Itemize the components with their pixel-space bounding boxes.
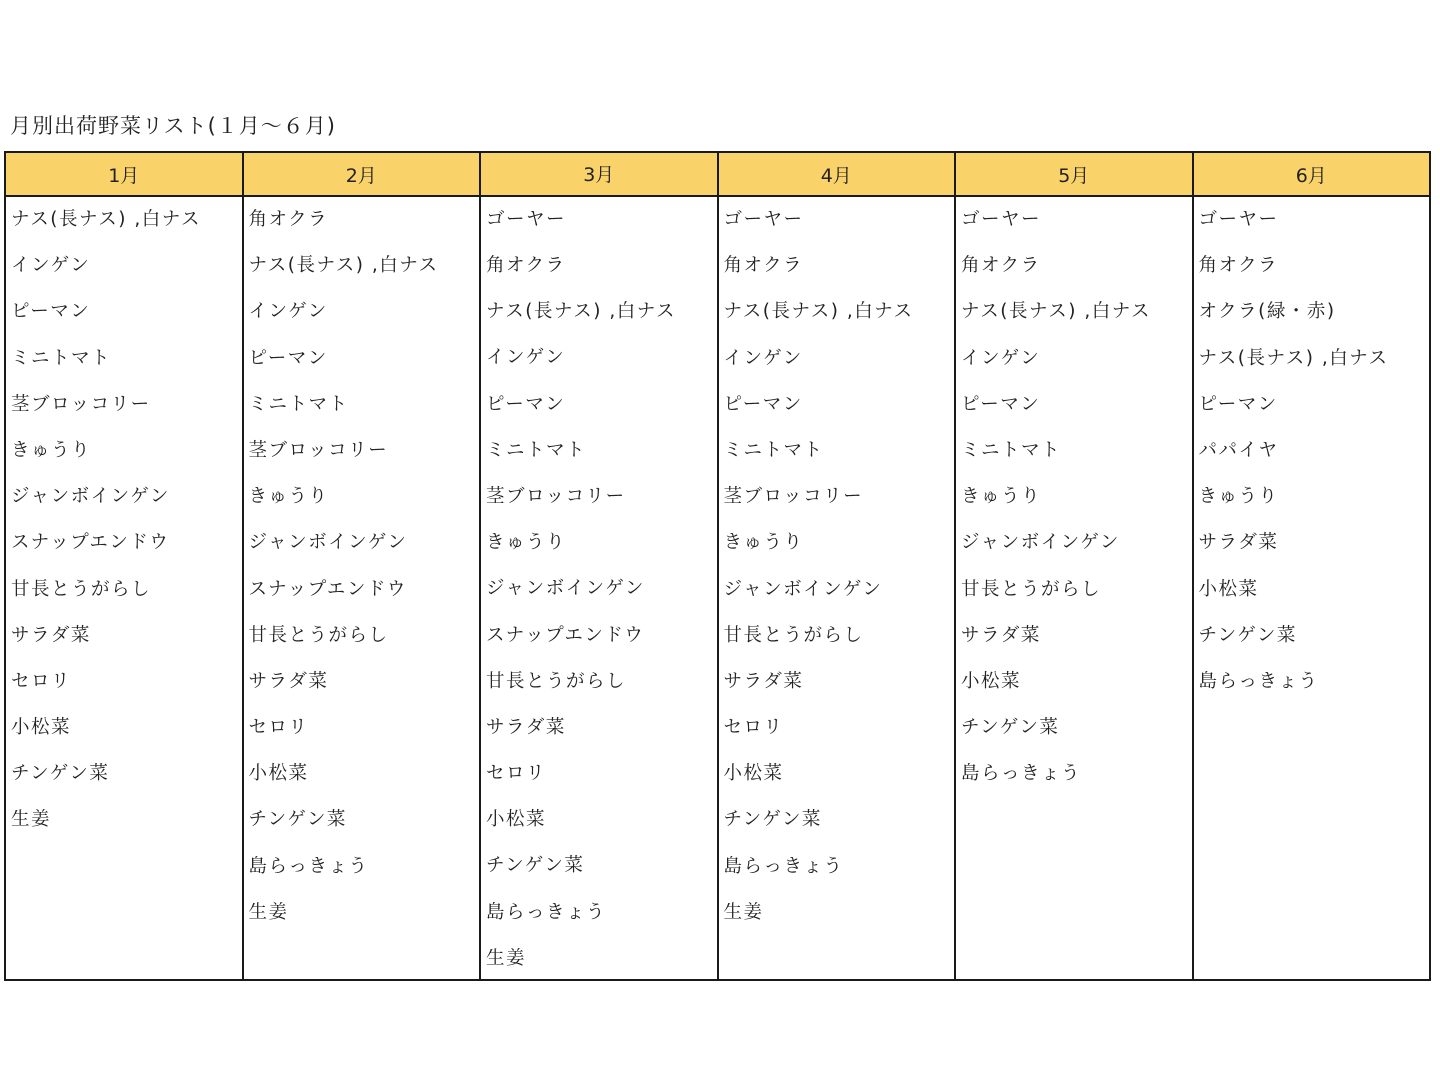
vegetable-item: スナップエンドウ bbox=[248, 578, 407, 600]
vegetable-item: パパイヤ bbox=[1198, 439, 1279, 461]
vegetable-item: 生姜 bbox=[486, 947, 527, 969]
vegetable-item: サラダ菜 bbox=[1198, 532, 1279, 554]
month-header: 4月 bbox=[719, 153, 955, 197]
vegetable-item: 角オクラ bbox=[1198, 255, 1279, 277]
vegetable-item: ゴーヤー bbox=[961, 209, 1042, 230]
vegetable-item: ピーマン bbox=[723, 393, 803, 415]
vegetable-item: ジャンボインゲン bbox=[248, 532, 408, 554]
vegetable-item: スナップエンドウ bbox=[486, 624, 645, 646]
vegetable-item: 甘長とうがらし bbox=[723, 624, 864, 646]
vegetable-item: ピーマン bbox=[486, 393, 566, 415]
vegetable-item: サラダ菜 bbox=[11, 624, 91, 646]
vegetable-item: ピーマン bbox=[961, 393, 1041, 415]
vegetable-item: ピーマン bbox=[1198, 393, 1278, 415]
vegetable-item: チンゲン菜 bbox=[723, 809, 822, 831]
vegetable-item: きゅうり bbox=[1198, 486, 1279, 508]
vegetable-item: オクラ(緑・赤) bbox=[1198, 301, 1336, 323]
vegetable-item: ジャンボインゲン bbox=[11, 486, 170, 508]
vegetable-item: サラダ菜 bbox=[723, 670, 804, 692]
vegetable-list bbox=[1194, 197, 1430, 979]
month-header: 2月 bbox=[244, 153, 480, 197]
vegetable-item: 茎ブロッコリー bbox=[11, 393, 151, 415]
month-column bbox=[481, 153, 719, 979]
vegetable-item: 島らっきょう bbox=[723, 855, 844, 877]
vegetable-item: インゲン bbox=[486, 347, 566, 369]
vegetable-item: ジャンボインゲン bbox=[961, 532, 1120, 554]
vegetable-item: ミニトマト bbox=[486, 439, 587, 461]
month-column bbox=[1194, 153, 1430, 979]
vegetable-item: ピーマン bbox=[248, 347, 328, 369]
month-header: 1月 bbox=[6, 153, 242, 197]
vegetable-item: 甘長とうがらし bbox=[961, 578, 1102, 600]
vegetable-item: ミニトマト bbox=[961, 439, 1062, 461]
vegetable-item: 小松菜 bbox=[1198, 578, 1259, 600]
month-header: 5月 bbox=[956, 153, 1192, 197]
vegetable-item: ミニトマト bbox=[248, 393, 349, 415]
vegetable-item: 島らっきょう bbox=[1198, 670, 1319, 692]
month-column bbox=[719, 153, 957, 979]
vegetable-item: 甘長とうがらし bbox=[11, 578, 152, 600]
vegetable-item: セロリ bbox=[248, 717, 309, 739]
vegetable-list bbox=[481, 197, 717, 979]
vegetable-item: きゅうり bbox=[723, 532, 804, 554]
vegetable-item: サラダ菜 bbox=[486, 716, 566, 738]
vegetable-item: セロリ bbox=[11, 670, 72, 692]
vegetable-item: チンゲン菜 bbox=[961, 717, 1060, 739]
vegetable-item: チンゲン菜 bbox=[11, 763, 110, 785]
vegetable-item: ジャンボインゲン bbox=[486, 578, 645, 600]
vegetable-item: 生姜 bbox=[11, 809, 52, 831]
vegetable-item: ナス(長ナス) ,白ナス bbox=[248, 255, 439, 277]
vegetable-item: きゅうり bbox=[11, 439, 92, 461]
vegetable-item: 甘長とうがらし bbox=[486, 670, 627, 692]
vegetable-item: インゲン bbox=[723, 347, 803, 369]
vegetable-item: 角オクラ bbox=[961, 255, 1041, 277]
vegetable-item: セロリ bbox=[486, 763, 547, 785]
vegetable-item: ゴーヤー bbox=[1198, 209, 1279, 230]
vegetable-item: ジャンボインゲン bbox=[723, 578, 883, 600]
vegetable-item: 生姜 bbox=[723, 901, 764, 923]
vegetable-item: ナス(長ナス) ,白ナス bbox=[486, 301, 676, 323]
vegetable-item: チンゲン菜 bbox=[486, 855, 585, 877]
vegetable-list bbox=[244, 197, 480, 979]
vegetable-item: 甘長とうがらし bbox=[248, 624, 389, 646]
vegetable-item: セロリ bbox=[723, 717, 784, 739]
vegetable-item: 茎ブロッコリー bbox=[248, 439, 389, 461]
vegetable-item: 島らっきょう bbox=[486, 901, 607, 923]
vegetable-item: 茎ブロッコリー bbox=[486, 485, 626, 507]
vegetable-item: きゅうり bbox=[486, 532, 567, 554]
vegetable-item: 角オクラ bbox=[486, 255, 566, 277]
vegetable-item: 小松菜 bbox=[723, 763, 784, 785]
vegetable-item: ピーマン bbox=[11, 301, 91, 323]
vegetable-list bbox=[719, 197, 955, 979]
vegetable-item: スナップエンドウ bbox=[11, 532, 170, 554]
vegetable-item: ミニトマト bbox=[11, 347, 112, 369]
vegetable-item: ゴーヤー bbox=[723, 209, 804, 230]
vegetable-item: ナス(長ナス) ,白ナス bbox=[723, 301, 914, 323]
month-column bbox=[6, 153, 244, 979]
vegetable-item: 小松菜 bbox=[486, 809, 547, 831]
vegetable-item: 角オクラ bbox=[248, 209, 329, 230]
vegetable-item: チンゲン菜 bbox=[1198, 624, 1297, 646]
vegetable-item: サラダ菜 bbox=[248, 670, 329, 692]
vegetable-item: きゅうり bbox=[961, 486, 1042, 508]
vegetable-item: チンゲン菜 bbox=[248, 809, 347, 831]
vegetable-item: インゲン bbox=[248, 301, 328, 323]
vegetable-item: サラダ菜 bbox=[961, 624, 1041, 646]
page-title: 月別出荷野菜リスト(１月～６月) bbox=[10, 114, 336, 138]
month-header: 6月 bbox=[1194, 153, 1430, 197]
vegetable-item: ゴーヤー bbox=[486, 208, 567, 230]
vegetable-table bbox=[4, 151, 1431, 981]
vegetable-item: ナス(長ナス) ,白ナス bbox=[1198, 347, 1389, 369]
vegetable-item: ミニトマト bbox=[723, 439, 824, 461]
vegetable-item: ナス(長ナス) ,白ナス bbox=[11, 209, 201, 230]
vegetable-item: 小松菜 bbox=[248, 763, 309, 785]
vegetable-item: 島らっきょう bbox=[961, 763, 1082, 785]
vegetable-item: 角オクラ bbox=[723, 255, 804, 277]
vegetable-item: 小松菜 bbox=[11, 717, 72, 739]
month-column bbox=[244, 153, 482, 979]
vegetable-item: ナス(長ナス) ,白ナス bbox=[961, 301, 1151, 323]
vegetable-item: 島らっきょう bbox=[248, 855, 369, 877]
vegetable-list bbox=[6, 197, 242, 979]
vegetable-item: きゅうり bbox=[248, 486, 329, 508]
month-header: 3月 bbox=[481, 153, 717, 197]
vegetable-item: インゲン bbox=[961, 347, 1041, 369]
vegetable-list bbox=[956, 197, 1192, 979]
vegetable-item: 茎ブロッコリー bbox=[723, 486, 864, 508]
month-column bbox=[956, 153, 1194, 979]
vegetable-item: インゲン bbox=[11, 255, 91, 277]
vegetable-item: 生姜 bbox=[248, 901, 289, 923]
vegetable-item: 小松菜 bbox=[961, 670, 1022, 692]
